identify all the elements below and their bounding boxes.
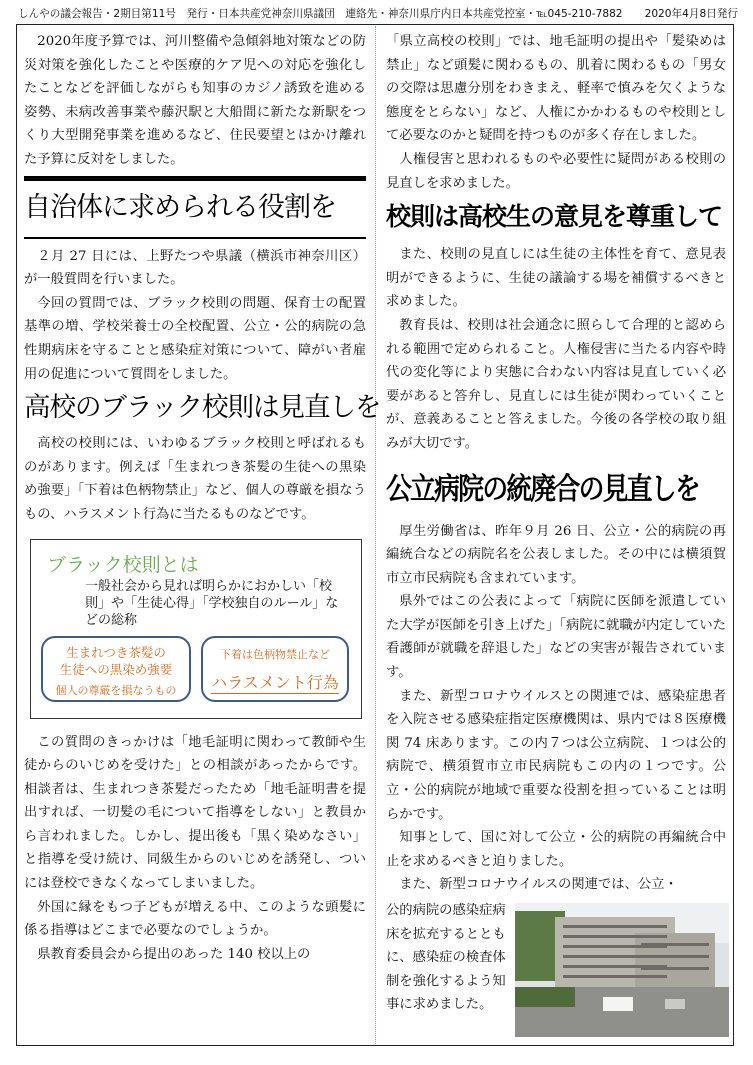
hospital-paragraph-1: 厚生労働省は、昨年９月 26 日、公立・公的病院の再編統合などの病院名を公表しました。その中には横須賀市立市民病院も含まれています。 <box>386 523 726 586</box>
infobox-pill-underwear <box>201 636 349 702</box>
black-paragraph-2: この質問のきっかけは「地毛証明に関わって教師や生徒からのいじめを受けた」との相談があったからです。相談者は、生まれつき茶髪だったため「地毛証明書を提出すれば、一切髪の毛について指導をしない」と教員から言われました。しかし、提出後も「黒く染めなさい」と指導を受け続け、同級生からのいじめを誘発し、ついには登校できなくなってしまいました。 <box>24 734 366 892</box>
role-paragraph-1: ２月 27 日には、上野たつや県議（横浜市神奈川区）が一般質問を行いました。 <box>24 248 366 288</box>
black-paragraph-3: 外国に縁をもつ子どもが増える中、このような頭髪に係る指導はどこまで必要なのでしょうか。 <box>24 899 366 939</box>
pill-hair-line1: 生まれつき茶髪の <box>66 644 166 660</box>
hospital-photo-section <box>386 899 726 1039</box>
hospital-paragraph-3: また、新型コロナウイルスとの関連では、感染症患者を入院させる感染症指定医療機関は、県内では８医療機関 74 床あります。この内７つは公立病院、１つは公的病院で、横須賀市立市民病院もこの内の１つです。公立・公的病院が地域で重要な役割を担っていることは明らかです。 <box>386 688 726 822</box>
pill-underwear-line1: 下着は色柄物禁止など <box>220 647 330 661</box>
student-paragraph-1: また、校則の見直しには生徒の主体性を育て、意見表明ができるように、生徒の議論する場を補償するべきと求めました。 <box>386 247 726 310</box>
infobox-description: 一般社会から見れば明らかにおかしい「校則」や「生徒心得」「学校独自のルール」などの総称 <box>85 578 339 628</box>
hospital-photo <box>515 903 729 1037</box>
heading-black-rules: 高校のブラック校則は見直しを <box>24 392 381 424</box>
student-paragraph-2: 教育長は、校則は社会通念に照らして合理的と認められる範囲で定められること。人権侵害に当たる内容や時代の変化等により実態に合わない内容は見直していく必要があると答弁し、見直しには生徒が関わっていくことが、意義あることと答えました。今後の各学校の取り組みが大切です。 <box>386 317 726 451</box>
hospital-paragraph-4: 知事として、国に対して公立・公的病院の再編統合中止を求めるべきと迫りました。 <box>386 830 726 869</box>
heading-role-box <box>24 176 366 239</box>
black-rules-infobox <box>30 539 362 719</box>
column-divider <box>375 26 376 1044</box>
role-paragraph-2: 今回の質問では、ブラック校則の問題、保育士の配置基準の増、学校栄養士の全校配置、公立・公的病院の急性期病床を守ることと感染症対策について、障がい者雇用の促進について質問をしました。 <box>24 295 366 382</box>
intro-paragraph: 2020年度予算では、河川整備や急傾斜地対策などの防災対策を強化したことや医療的ケア児への対応を強化したことなどを評価しながらも知事のカジノ誘致を進める姿勢、未病改善事業や藤沢駅と大船間に新たな新駅をつくり大型開発事業を進めるなど、住民要望とはかけ離れた予算に反対をしました。 <box>24 34 366 167</box>
header-publisher: しんやの議会報告・2期目第11号 発行・日本共産党神奈川県議団 連絡先・神奈川県庁内日本共産党控室・℡045-210-7882 <box>18 8 623 20</box>
black-paragraph-1: 高校の校則には、いわゆるブラック校則と呼ばれるものがあります。例えば「生まれつき茶髪の生徒への黒染め強要」「下着は色柄物禁止」など、個人の尊厳を損なうもの、ハラスメント行為に当たるものなどです。 <box>24 436 366 522</box>
black-paragraph-4: 県教育委員会から提出のあった 140 校以上の <box>37 946 311 962</box>
heading-student-opinion: 校則は高校生の意見を尊重して <box>386 202 723 232</box>
infobox-pill-hair <box>41 636 191 702</box>
left-column <box>24 30 381 966</box>
rules-paragraph-2: 人権侵害と思われるものや必要性に疑問がある校則の見直しを求めました。 <box>386 151 726 191</box>
right-column <box>386 30 726 1039</box>
page-header <box>18 6 738 22</box>
hospital-paragraph-2: 県外ではこの公表によって「病院に医師を派遣していた大学が医師を引き上げた」「病院に就職が内定していた看護師が就職を辞退した」などの実害が報告されています。 <box>386 594 726 681</box>
rules-paragraph-1: 「県立高校の校則」では、地毛証明の提出や「髪染めは禁止」など頭髪に関わるもの、肌着に関わるもの「男女の交際は思慮分別をわきまえ、軽率で慎みを欠くような態度をとらない」など、人権にかかわるものや校則として必要なのかと疑問を持つものが多く存在しました。 <box>386 34 726 144</box>
pill-hair-note: 個人の尊厳を損なうもの <box>55 683 177 697</box>
pill-hair-line2: 生徒への黒染め強要 <box>59 661 173 677</box>
hospital-paragraph-5: また、新型コロナウイルスの関連では、公立・ <box>399 877 678 893</box>
pill-harassment: ハラスメント行為 <box>211 670 339 694</box>
heading-role: 自治体に求められる役割を <box>24 191 336 223</box>
infobox-title: ブラック校則とは <box>47 553 199 576</box>
header-date: 2020年4月8日発行 <box>644 8 738 20</box>
heading-public-hospitals: 公立病院の統廃合の見直しを <box>386 471 700 507</box>
hospital-paragraph-6: 公的病院の感染症病床を拡充するとともに、感染症の検査体制を強化するよう知事に求めました。 <box>386 903 506 1013</box>
